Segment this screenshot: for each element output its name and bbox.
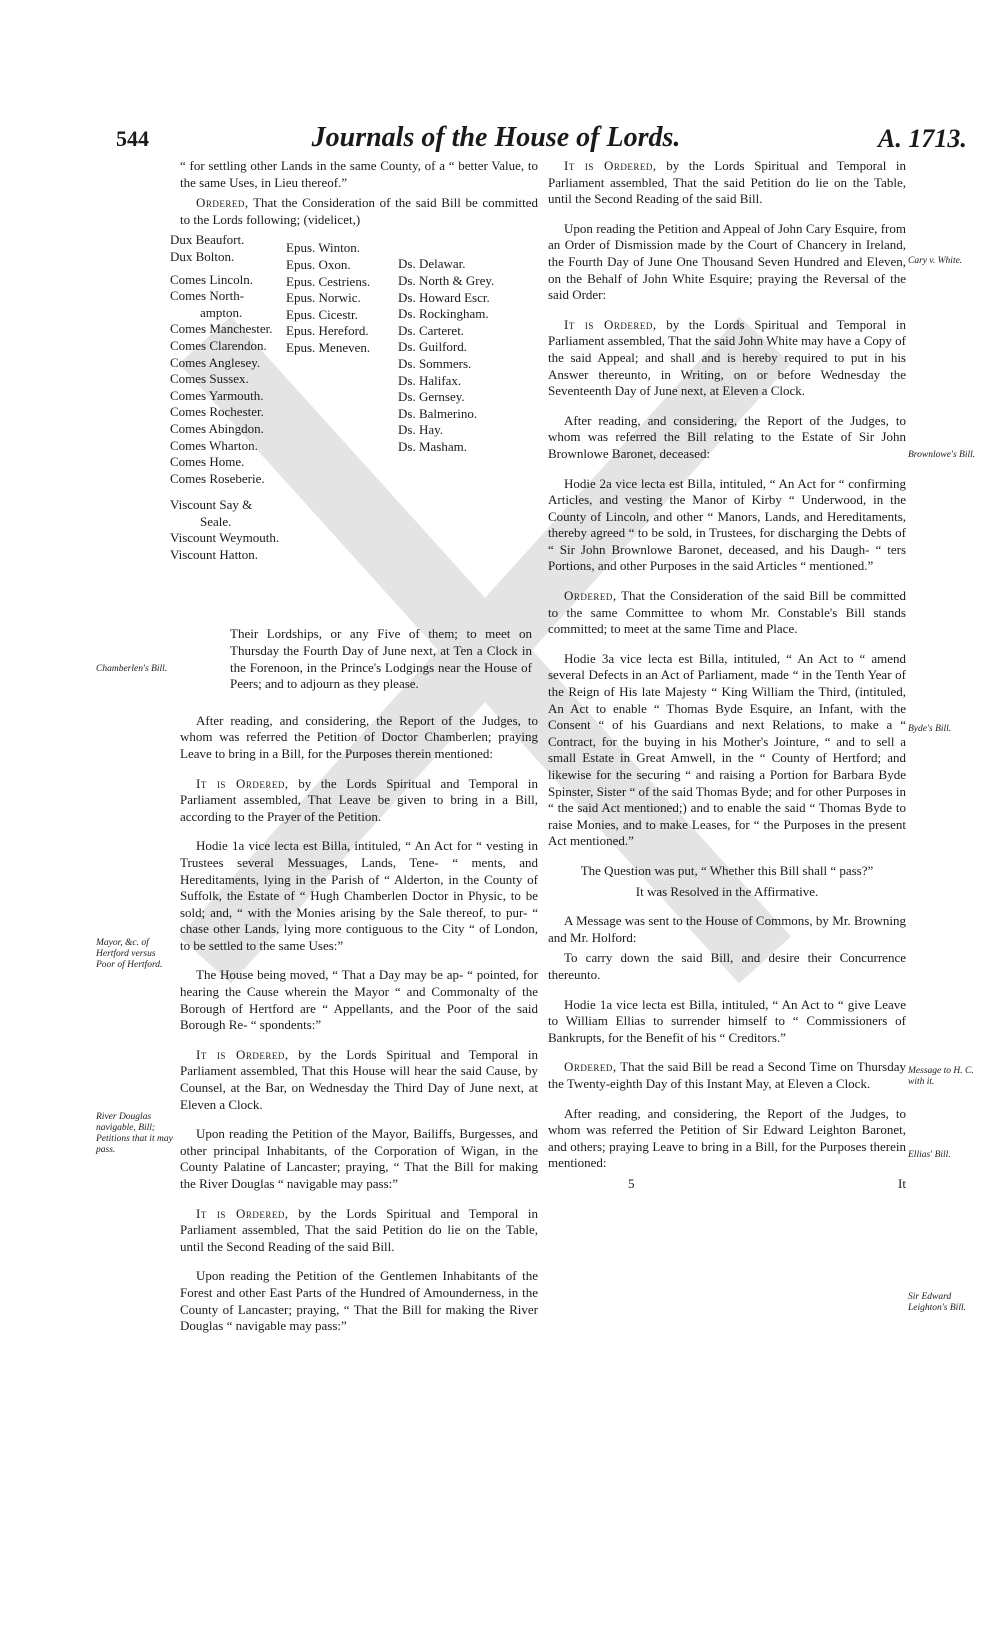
committee-column-earls: Dux Beaufort. Dux Bolton. Comes Lincoln. Comes North- ampton. Comes Manchester. Comes Clarendon. Comes Anglesey. Comes Sussex. Comes Yarmouth. Comes Rochester. Comes Abingdon. Comes Wharton. Comes Home. Comes Roseberie. Viscount Say & Seale. Viscount Weymouth. Viscount Hatton. [170,232,280,563]
committee-list [170,232,538,612]
paragraph: After reading, and considering, the Report of the Judges, to whom was referred the Bill relating to the Estate of Sir John Brownlowe Baronet, deceased: [548,412,906,461]
paragraph: Their Lordships, or any Five of them; to meet on Thursday the Fourth Day of June next, at Ten a Clock in the Forenoon, in the Prince's Lodgings near the House of Peers; and to adjourn as they please. [230,626,532,692]
paragraph: It is Ordered, by the Lords Spiritual and Temporal in Parliament assembled, That Leave be given to bring in a Bill, according to the Prayer of the Petition. [180,775,538,824]
margin-note-douglas: River Douglas navigable, Bill; Petitions that it may pass. [96,1112,173,1155]
margin-note-byde: Byde's Bill. [908,724,952,734]
paragraph: Ordered, That the Consideration of the said Bill be committed to the same Committee to whom Mr. Constable's Bill stands committed; to meet at the same Time and Place. [548,588,906,637]
year-heading: A. 1713. [878,124,967,153]
left-column [170,158,538,1348]
margin-note-brownlow: Brownlowe's Bill. [908,450,976,460]
journal-title: Journals of the House of Lords. [311,122,681,153]
paragraph: To carry down the said Bill, and desire their Concurrence thereunto. [548,950,906,982]
committee-column-barons: Ds. Delawar. Ds. North & Grey. Ds. Howard Escr. Ds. Rockingham. Ds. Carteret. Ds. Guilford. Ds. Sommers. Ds. Halifax. Ds. Gernsey. Ds. Balmerino. Ds. Hay. Ds. Masham. [398,256,495,454]
paragraph: It was Resolved in the Affirmative. [635,883,819,899]
right-column [548,158,906,1192]
margin-note-message: Message to H. C. with it. [908,1066,974,1087]
margin-note-ellias: Ellias' Bill. [908,1150,951,1160]
paragraph: The Question was put, “ Whether this Bill shall “ pass?” [580,862,874,878]
catchword: It [898,1175,906,1191]
paragraph: It is Ordered, by the Lords Spiritual and Temporal in Parliament assembled, That the said Petition do lie on the Table, until the Second Reading of the said Bill. [548,158,906,207]
signature-mark: 5 [628,1175,635,1191]
paragraph: Hodie 1a vice lecta est Billa, intituled, “ An Act for “ vesting in Trustees several Messuages, Lands, Tene- “ ments, and Hereditaments, lying in the Parish of “ Alderton, in the County of Suffolk, the Estate of “ Hugh Chamberlen Doctor in Physic, to be sold; and, “ with the Monies arising by the Sale thereof, to pur- “ chase other Lands, lying more contiguous to the City “ of London, to be settled to the same Uses:” [180,838,538,953]
ordered-lead: Ordered, [196,195,249,211]
margin-note-leighton: Sir Edward Leighton's Bill. [908,1292,966,1313]
paragraph: Upon reading the Petition of the Gentlemen Inhabitants of the Forest and other East Parts of the Hundred of Amounderness, in the County of Lancaster; praying, “ That the Bill for making the River Douglas “ navigable may pass:” [180,1268,538,1334]
paragraph: Upon reading the Petition of the Mayor, Bailiffs, Burgesses, and other principal Inhabitants, of the Corporation of Wigan, in the County Palatine of Lancaster; praying, “ That the Bill for making the River Douglas “ navigable may pass:” [180,1126,538,1191]
paragraph: “ for settling other Lands in the same County, of a “ better Value, to the same Uses, in Lieu thereof.” [180,158,538,190]
page-footer [548,1176,906,1192]
paragraph: Hodie 1a vice lecta est Billa, intituled, “ An Act to “ give Leave to William Ellias to surrender himself to “ Commissioners of Bankrupts, for the Benefit of his “ Creditors.” [548,996,906,1045]
paragraph: After reading, and considering, the Report of the Judges, to whom was referred the Petition of Doctor Chamberlen; praying Leave to bring in a Bill, for the Purposes therein mentioned: [180,712,538,761]
paragraph: Hodie 2a vice lecta est Billa, intituled, “ An Act for “ confirming Articles, and vesting the Manor of Kirby “ Underwood, in the County of Lincoln, and other “ Manors, Lands, and Hereditaments, thereby agreed “ to be sold, in Trustees, for discharging the Debts of “ Sir John Brownlowe Baronet, deceased, and his Daugh- “ ters Portions, and other Purposes in the said Articles “ mentioned.” [548,475,906,574]
paragraph: It is Ordered, by the Lords Spiritual and Temporal in Parliament assembled, That this House will hear the said Cause, by Counsel, at the Bar, on Wednesday the Third Day of June next, at Eleven a Clock. [180,1046,538,1112]
paragraph: Hodie 3a vice lecta est Billa, intituled, “ An Act to “ amend several Defects in an Act of Parliament, made “ in the Tenth Year of the Reign of His late Majesty “ King William the Third, (intituled, An Act to enable “ Thomas Byde Esquire, an Infant, with the Consent “ of his Guardians and next Relations, to make a “ Contract, for the buying in his Mother's Jointure, “ and to sell a small Estate in Great Amwell, in the “ County of Hertford; and likewise for the securing “ and raising a Portion for Barbara Byde Spinster, Sister “ of the said Thomas Byde; and for other Purposes in “ the said Act mentioned;) and to enable the said “ Thomas Byde to raise Monies, and to make Leases, for “ the Purposes in the present Act mentioned.” [548,650,906,849]
paragraph: Ordered, That the Consideration of the said Bill be committed to the Lords following; (videlicet,) [180,195,538,227]
margin-note-hertford: Mayor, &c. of Hertford versus Poor of Hertford. [96,938,163,970]
page-number: 544 [116,126,149,151]
margin-note-chamberlen: Chamberlen's Bill. [96,664,168,674]
paragraph: Upon reading the Petition and Appeal of John Cary Esquire, from an Order of Dismission made by the Court of Chancery in Ireland, the Fourth Day of June One Thousand Seven Hundred and Eleven, on the Behalf of John White Esquire; praying the Reversal of the said Order: [548,220,906,303]
paragraph: It is Ordered, by the Lords Spiritual and Temporal in Parliament assembled, That the said Petition do lie on the Table, until the Second Reading of the said Bill. [180,1205,538,1254]
margin-note-cary: Cary v. White. [908,256,963,266]
paragraph: It is Ordered, by the Lords Spiritual and Temporal in Parliament assembled, That the said John White may have a Copy of the said Appeal; and shall and is hereby required to put in his Answer thereunto, in Writing, on or before Wednesday the Seventeenth Day of June next, at Eleven a Clock. [548,316,906,399]
paragraph: Ordered, That the said Bill be read a Second Time on Thursday the Twenty-eighth Day of this Instant May, at Eleven a Clock. [548,1059,906,1091]
paragraph: A Message was sent to the House of Commons, by Mr. Browning and Mr. Holford: [548,913,906,945]
paragraph: The House being moved, “ That a Day may be ap- “ pointed, for hearing the Cause wherein the Mayor “ and Commonalty of the Borough of Hertford are “ Appellants, and the Poor of the said Borough Re- “ spondents:” [180,967,538,1033]
paragraph: After reading, and considering, the Report of the Judges, to whom was referred the Petition of Sir Edward Leighton Baronet, and others; praying Leave to bring in a Bill, for the Purposes therein mentioned: [548,1105,906,1171]
committee-column-bishops: Epus. Winton. Epus. Oxon. Epus. Cestriens. Epus. Norwic. Epus. Cicestr. Epus. Hereford. Epus. Meneven. [286,240,371,355]
